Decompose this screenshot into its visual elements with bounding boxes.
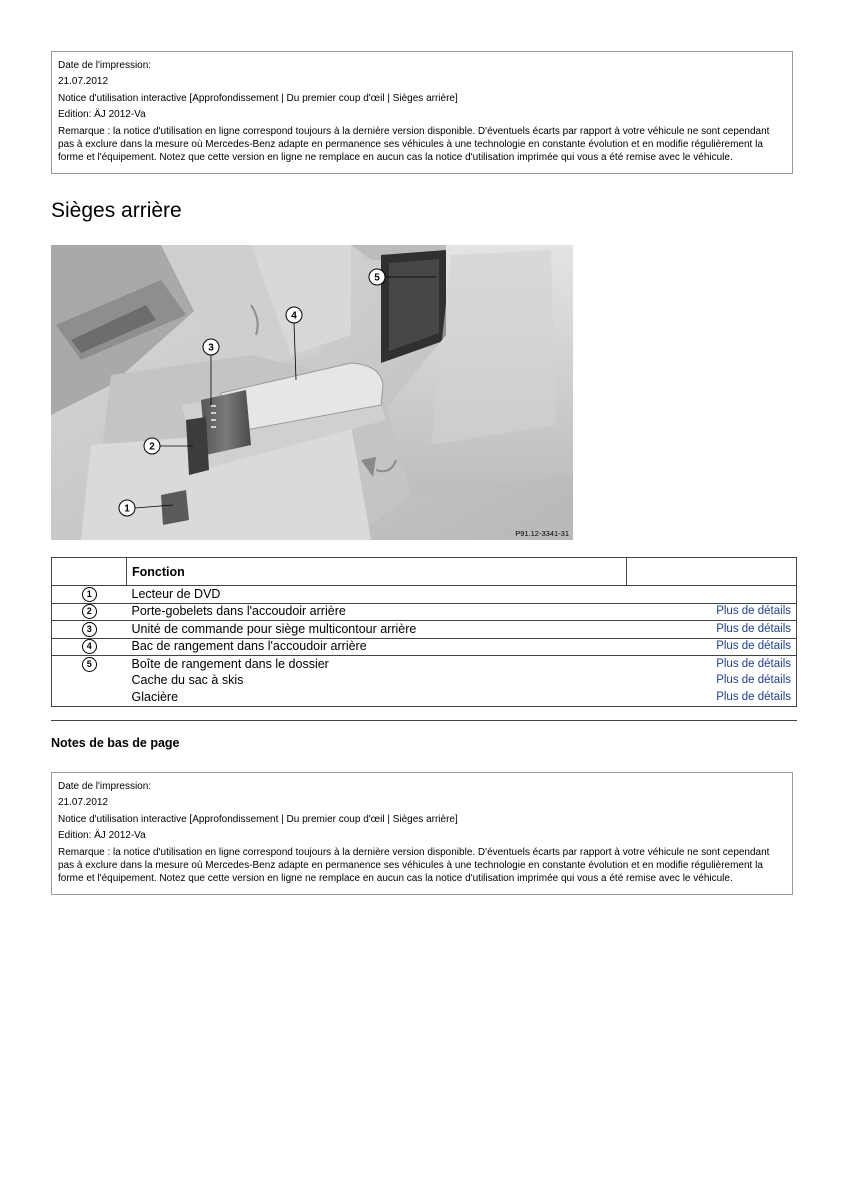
- print-date: 21.07.2012: [58, 797, 109, 809]
- edition: Edition: ÄJ 2012-Va: [58, 830, 146, 842]
- table-header-row: [52, 558, 797, 586]
- edition: Edition: ÄJ 2012-Va: [58, 109, 146, 121]
- callout-5-label: 5: [374, 272, 380, 284]
- details-link[interactable]: Plus de détails: [626, 689, 797, 706]
- col-link-header: [626, 558, 797, 586]
- table-row: [52, 638, 797, 656]
- details-link: [626, 586, 797, 604]
- print-date: 21.07.2012: [58, 76, 109, 88]
- row-function: Boîte de rangement dans le dossier: [131, 656, 329, 671]
- table-row: [52, 689, 797, 706]
- table-row: [52, 656, 797, 673]
- col-function-header: Fonction: [127, 558, 627, 586]
- row-function: Cache du sac à skis: [131, 673, 244, 688]
- print-date-label: Date de l'impression:: [58, 781, 152, 792]
- details-link[interactable]: Plus de détails: [626, 656, 797, 673]
- row-function: Glacière: [127, 689, 627, 706]
- footnotes-heading: Notes de bas de page: [51, 736, 180, 750]
- col-num-header: [52, 558, 127, 586]
- remark-text: Remarque : la notice d'utilisation en ligne correspond toujours à la dernière version disponible. D'éventuels écarts par rapport à votre véhicule ne sont cependant pas à exclure dans la mesure où Mercedes-Benz adapte en permanence ses véhicules à une technologie en constante évolution et en modifie régulièrement la forme et l'équipement. Notez que cette version en ligne ne remplace en aucun cas la notice d'utilisation imprimée qui vous a été remise avec le véhicule.: [58, 125, 770, 164]
- rear-seats-drawing: [51, 245, 573, 540]
- table-row: [52, 586, 797, 604]
- details-link[interactable]: Plus de détails: [626, 621, 797, 639]
- function-table: [51, 557, 797, 707]
- details-link[interactable]: Plus de détails: [626, 603, 797, 621]
- rear-seats-illustration: [51, 245, 573, 540]
- row-function: Unité de commande pour siège multicontour arrière: [127, 621, 627, 639]
- row-number-badge: 2: [82, 604, 97, 619]
- row-number-badge: 5: [82, 657, 97, 672]
- row-function: Porte-gobelets dans l'accoudoir arrière: [127, 603, 627, 621]
- section-divider: [51, 720, 797, 721]
- table-row: [52, 621, 797, 639]
- row-number-badge: 4: [82, 639, 97, 654]
- print-date-label: Date de l'impression:: [58, 60, 152, 71]
- table-row: [52, 673, 797, 690]
- details-link[interactable]: Plus de détails: [626, 673, 797, 690]
- table-row: [52, 603, 797, 621]
- callout-1-label: 1: [124, 503, 130, 515]
- callout-3-label: 3: [208, 342, 214, 354]
- row-number-badge: 1: [82, 587, 97, 602]
- row-number-badge: 3: [82, 622, 97, 637]
- breadcrumb: Notice d'utilisation interactive [Approfondissement | Du premier coup d'œil | Sièges arrière]: [58, 92, 458, 104]
- callout-4-label: 4: [291, 310, 297, 322]
- figure-code: P91.12-3341-31: [515, 529, 569, 538]
- breadcrumb: Notice d'utilisation interactive [Approfondissement | Du premier coup d'œil | Sièges arrière]: [58, 813, 458, 825]
- row-function: Bac de rangement dans l'accoudoir arrière: [127, 638, 627, 656]
- callout-2-label: 2: [149, 441, 155, 453]
- row-function: Lecteur de DVD: [127, 586, 627, 604]
- print-info-box: [51, 51, 793, 174]
- page-title: Sièges arrière: [51, 199, 182, 222]
- details-link[interactable]: Plus de détails: [626, 638, 797, 656]
- remark-text: Remarque : la notice d'utilisation en ligne correspond toujours à la dernière version disponible. D'éventuels écarts par rapport à votre véhicule ne sont cependant pas à exclure dans la mesure où Mercedes-Benz adapte en permanence ses véhicules à une technologie en constante évolution et en modifie régulièrement la forme et l'équipement. Notez que cette version en ligne ne remplace en aucun cas la notice d'utilisation imprimée qui vous a été remise avec le véhicule.: [58, 846, 770, 885]
- print-info-box-footer: [51, 772, 793, 895]
